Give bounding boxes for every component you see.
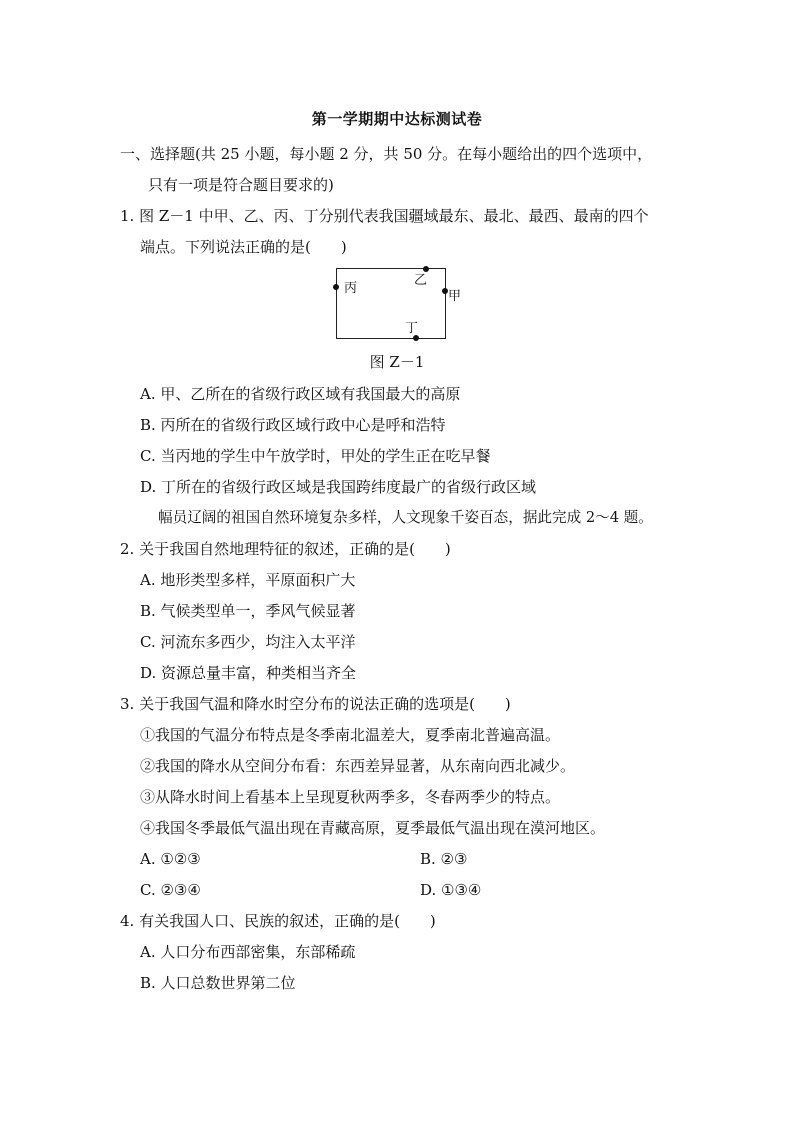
question-1-stem: 1. 图 Z－1 中甲、乙、丙、丁分别代表我国疆域最东、最北、最西、最南的四个 (120, 207, 649, 225)
material-intro: 幅员辽阔的祖国自然环境复杂多样，人文现象千姿百态，据此完成 2～4 题。 (158, 509, 653, 526)
question-2-option-d: D. 资源总量丰富，种类相当齐全 (140, 664, 357, 682)
question-1-stem-cont: 端点。下列说法正确的是( ) (140, 238, 347, 256)
figure-z1-map-box (336, 268, 462, 339)
section-heading: 一、选择题(共 25 小题，每小题 2 分，共 50 分。在每小题给出的四个选项中， (120, 145, 653, 163)
question-4-option-b: B. 人口总数世界第二位 (140, 974, 296, 992)
section-heading-cont: 只有一项是符合题目要求的) (148, 176, 334, 194)
question-1-option-a: A. 甲、乙所在的省级行政区域有我国最大的高原 (140, 385, 461, 403)
question-1-option-c: C. 当丙地的学生中午放学时，甲处的学生正在吃早餐 (140, 447, 491, 465)
question-4-stem: 4. 有关我国人口、民族的叙述，正确的是( ) (120, 912, 436, 930)
figure-caption: 图 Z－1 (369, 353, 425, 371)
label-jia: 甲 (448, 289, 462, 304)
question-2-option-b: B. 气候类型单一，季风气候显著 (140, 602, 356, 620)
label-bing: 丙 (344, 281, 358, 296)
question-3-option-c: C. ②③④ (140, 881, 201, 899)
label-yi: 乙 (414, 273, 428, 288)
question-4-option-a: A. 人口分布西部密集，东部稀疏 (140, 943, 356, 961)
question-3-statement-3: ③从降水时间上看基本上呈现夏秋两季多，冬春两季少的特点。 (140, 788, 561, 806)
question-3-option-d: D. ①③④ (420, 881, 482, 899)
point-yi-dot (423, 266, 429, 272)
label-ding: 丁 (405, 321, 419, 336)
question-3-option-a: A. ①②③ (140, 850, 201, 868)
question-1-option-d: D. 丁所在的省级行政区域是我国跨纬度最广的省级行政区域 (140, 478, 537, 496)
question-3-option-b: B. ②③ (420, 850, 468, 868)
question-2-option-c: C. 河流东多西少，均注入太平洋 (140, 633, 356, 651)
question-3-statement-4: ④我国冬季最低气温出现在青藏高原，夏季最低气温出现在漠河地区。 (140, 819, 606, 837)
question-2-option-a: A. 地形类型多样，平原面积广大 (140, 571, 356, 589)
page-title: 第一学期期中达标测试卷 (311, 110, 483, 128)
question-3-statement-1: ①我国的气温分布特点是冬季南北温差大，夏季南北普遍高温。 (140, 726, 561, 744)
question-1-option-b: B. 丙所在的省级行政区域行政中心是呼和浩特 (140, 416, 446, 434)
question-2-stem: 2. 关于我国自然地理特征的叙述，正确的是( ) (120, 540, 451, 558)
question-3-stem: 3. 关于我国气温和降水时空分布的说法正确的选项是( ) (120, 695, 511, 713)
point-bing-dot (333, 284, 339, 290)
question-3-statement-2: ②我国的降水从空间分布看：东西差异显著，从东南向西北减少。 (140, 757, 576, 775)
